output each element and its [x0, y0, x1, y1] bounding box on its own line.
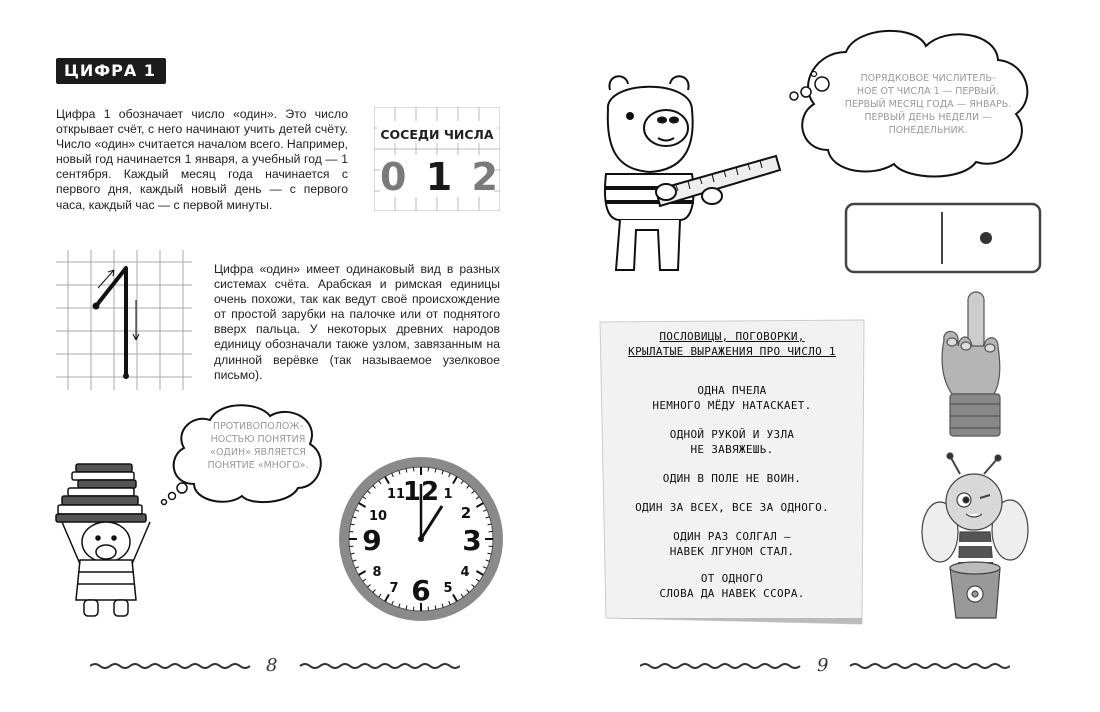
neighbors-heading: СОСЕДИ ЧИСЛА — [380, 127, 494, 142]
bubble-line: ПОРЯДКОВОЕ ЧИСЛИТЕЛЬ- — [860, 73, 996, 84]
page-title: ЦИФРА 1 — [56, 58, 166, 84]
left-page-number: 8 — [266, 655, 278, 676]
clock-number-10: 10 — [368, 509, 388, 524]
clock-number-1: 1 — [443, 487, 453, 502]
heading-line: ПОСЛОВИЦЫ, ПОГОВОРКИ, — [659, 330, 805, 343]
right-bubble-text — [838, 72, 1018, 137]
neighbor-digit-next: 2 — [471, 155, 498, 199]
wall-clock — [336, 454, 506, 624]
clock-number-6: 6 — [411, 574, 431, 607]
proverb-item: ОДНОЙ РУКОЙ И УЗЛА НЕ ЗАВЯЖЕШЬ. — [669, 428, 795, 456]
neighbor-digit-current: 1 — [425, 155, 453, 199]
heading-line: КРЫЛАТЫЕ ВЫРАЖЕНИЯ ПРО ЧИСЛО 1 — [628, 344, 836, 358]
proverbs-note-card — [596, 318, 868, 628]
domino-pip — [980, 232, 992, 244]
bee-honey-illustration — [920, 452, 1030, 624]
intro-paragraph: Цифра 1 обозначает число «один». Это число открывает счёт, с него начинают учить детей счёту. Число «один» считается началом всего. Например, новый год начинается 1 января, а учебный год — 1 сентября. Каждый месяц года начинается с первого дня, каждый новый день — с первого часа, каждый час — с первой минуты. — [56, 107, 348, 212]
clock-number-12: 12 — [402, 477, 440, 507]
number-neighbors-box — [374, 107, 500, 211]
bubble-line: ПЕРВЫЙ ДЕНЬ НЕДЕЛИ — — [864, 112, 992, 123]
capybara-ruler-illustration — [596, 70, 786, 280]
proverbs-heading — [596, 330, 868, 359]
clock-number-11: 11 — [386, 487, 406, 502]
raised-finger-illustration — [936, 290, 1010, 438]
clock-number-8: 8 — [372, 565, 382, 580]
proverb-item: ОДИН В ПОЛЕ НЕ ВОИН. — [662, 472, 802, 485]
forms-paragraph: Цифра «один» имеет одинаковый вид в разных системах счёта. Арабская и римская единицы очень похожи, так как ведут своё происхождение от простой зарубки на палочке или от поднятого вверх пальца. У некоторых древних народов единицу обозначали также узлом, завязанным на длинной верёвке (так называемое узелковое письмо). — [214, 262, 500, 382]
neighbors-digits — [380, 157, 498, 197]
proverb-item: ОДИН ЗА ВСЕХ, ВСЕ ЗА ОДНОГО. — [635, 501, 829, 514]
bubble-line: НОСТЬЮ ПОНЯТИЯ — [210, 434, 306, 445]
right-page-number: 9 — [817, 655, 829, 676]
bubble-line: ПОНЯТИЕ «МНОГО». — [207, 460, 309, 471]
clock-number-3: 3 — [462, 524, 482, 557]
clock-number-9: 9 — [362, 524, 382, 557]
clock-number-5: 5 — [443, 581, 453, 596]
bubble-line: ПРОТИВОПОЛОЖ- — [212, 421, 304, 432]
clock-number-4: 4 — [460, 565, 470, 580]
domino-tile — [844, 202, 1042, 274]
capybara-books-illustration — [54, 460, 164, 620]
bubble-line: ПЕРВЫЙ МЕСЯЦ ГОДА — ЯНВАРЬ. — [844, 99, 1012, 110]
clock-number-2: 2 — [460, 504, 472, 522]
clock-number-7: 7 — [389, 581, 399, 596]
bubble-line: НОЕ ОТ ЧИСЛА 1 — ПЕРВЫЙ. — [856, 86, 1000, 97]
bubble-line: «ОДИН» ЯВЛЯЕТСЯ — [210, 447, 306, 458]
neighbor-digit-prev: 0 — [380, 155, 407, 199]
proverb-item: ОДИН РАЗ СОЛГАЛ — НАВЕК ЛГУНОМ СТАЛ. — [669, 530, 795, 558]
proverb-item: ОТ ОДНОГО СЛОВА ДА НАВЕК ССОРА. — [659, 572, 805, 600]
digit-writing-grid — [56, 250, 192, 390]
left-bubble-text — [196, 420, 320, 472]
proverb-item: ОДНА ПЧЕЛА НЕМНОГО МЁДУ НАТАСКАЕТ. — [652, 384, 812, 412]
bubble-line: ПОНЕДЕЛЬНИК. — [888, 125, 968, 136]
